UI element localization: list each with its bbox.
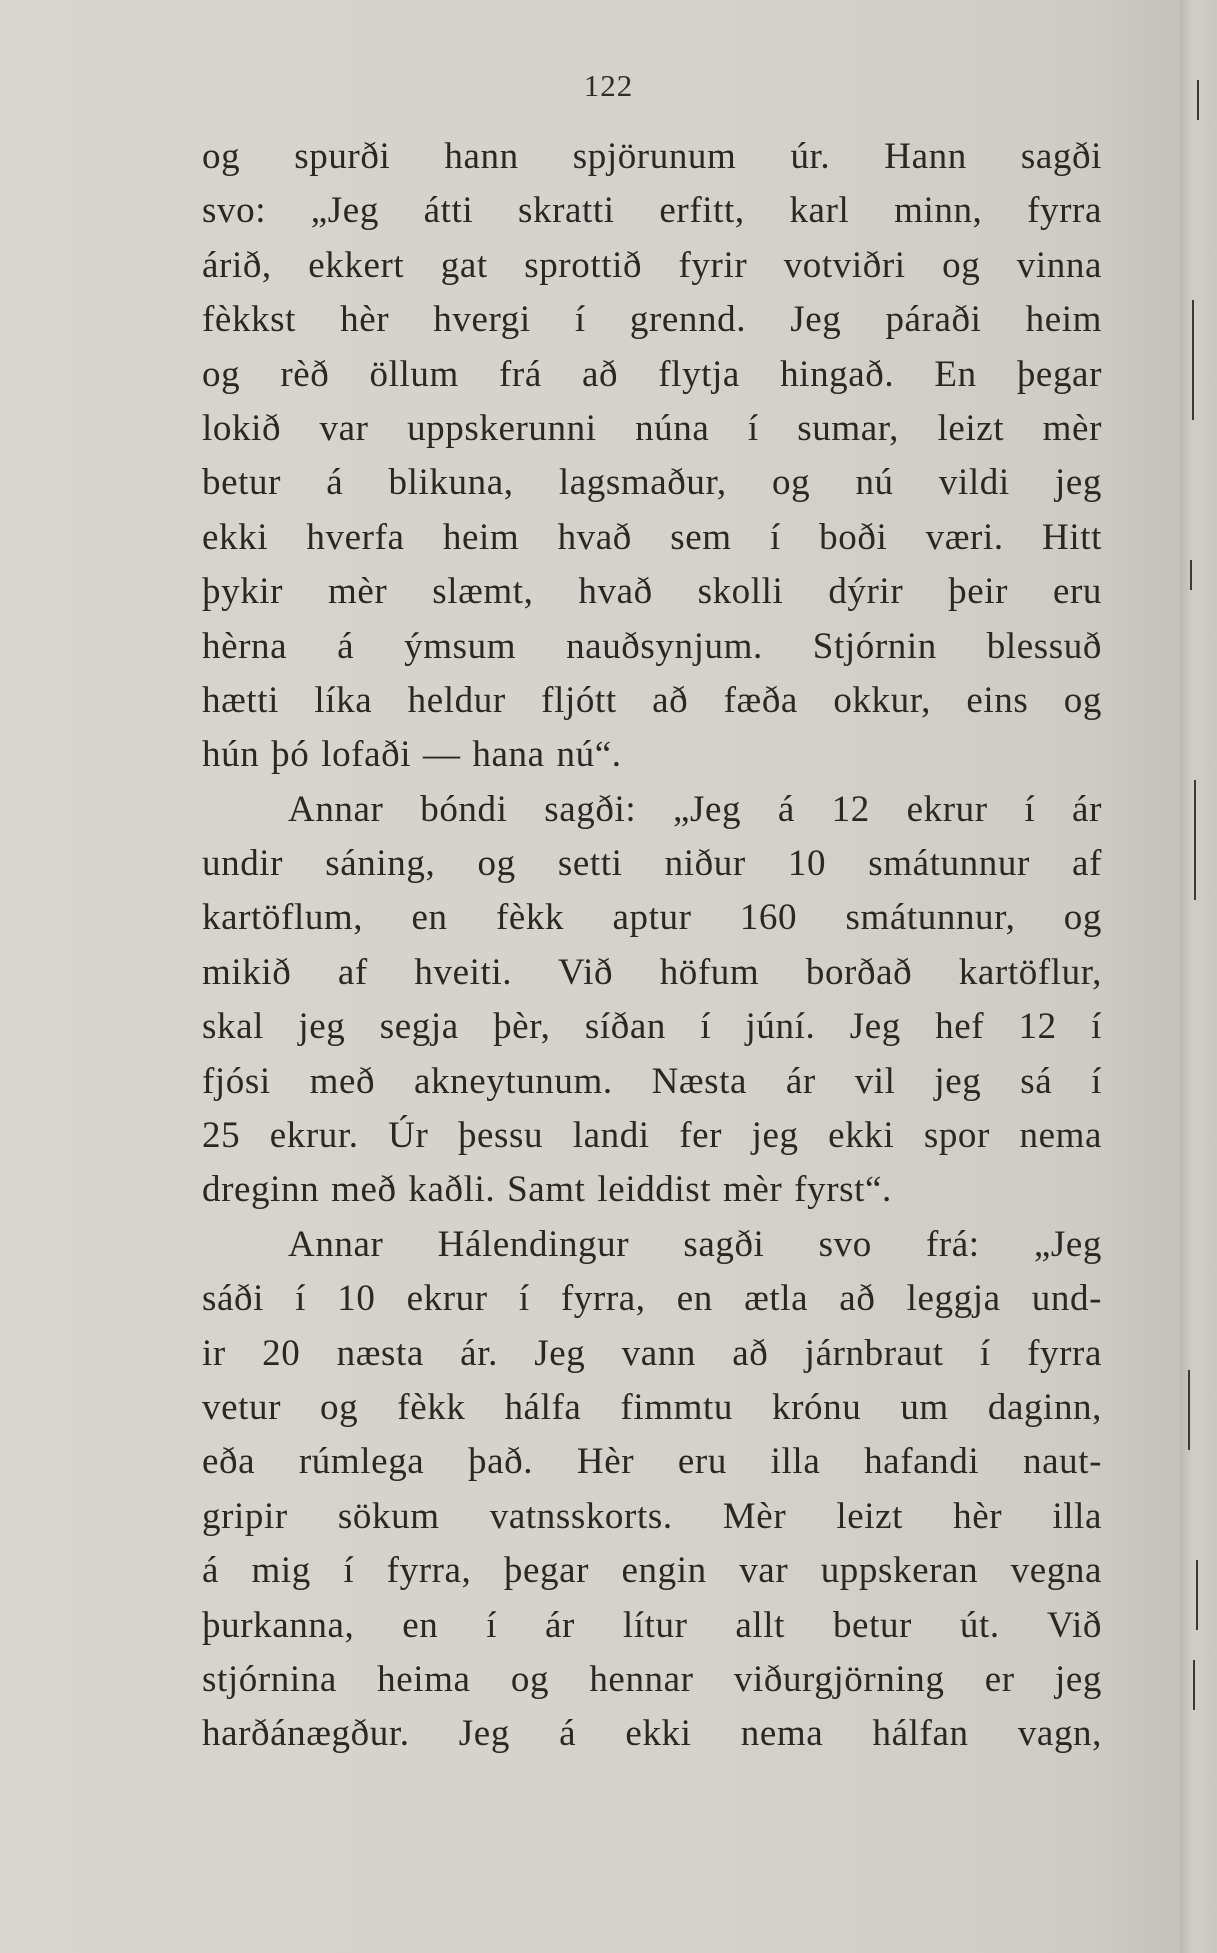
text-line: vetur og fèkk hálfa fimmtu krónu um daginn, xyxy=(202,1386,1102,1428)
text-line: svo: „Jeg átti skratti erfitt, karl minn, fyrra xyxy=(202,190,1102,232)
text-line: dreginn með kaðli. Samt leiddist mèr fyrst“. xyxy=(202,1169,892,1211)
body-text xyxy=(202,130,1102,1762)
page-edge xyxy=(1180,0,1217,1953)
text-line: á mig í fyrra, þegar engin var uppskeran vegna xyxy=(202,1550,1102,1592)
text-line: árið, ekkert gat sprottið fyrir votviðri og vinna xyxy=(202,244,1102,286)
edge-mark xyxy=(1196,1560,1198,1630)
text-line: og rèð öllum frá að flytja hingað. En þegar xyxy=(202,353,1102,395)
edge-mark xyxy=(1188,1370,1190,1450)
text-line: undir sáning, og setti niður 10 smátunnur af xyxy=(202,843,1102,885)
text-line: fèkkst hèr hvergi í grennd. Jeg páraði heim xyxy=(202,299,1102,341)
text-line: kartöflum, en fèkk aptur 160 smátunnur, og xyxy=(202,897,1102,939)
text-line: mikið af hveiti. Við höfum borðað kartöflur, xyxy=(202,951,1102,993)
text-line: hætti líka heldur fljótt að fæða okkur, eins og xyxy=(202,679,1102,721)
text-line: Annar Hálendingur sagði svo frá: „Jeg xyxy=(288,1223,1102,1265)
text-line: þurkanna, en í ár lítur allt betur út. Við xyxy=(202,1604,1102,1646)
text-line: sáði í 10 ekrur í fyrra, en ætla að leggja und- xyxy=(202,1278,1102,1320)
text-line: hún þó lofaði — hana nú“. xyxy=(202,734,622,776)
text-line: gripir sökum vatnsskorts. Mèr leizt hèr illa xyxy=(202,1495,1102,1537)
text-line: þykir mèr slæmt, hvað skolli dýrir þeir eru xyxy=(202,571,1102,613)
text-line: harðánægður. Jeg á ekki nema hálfan vagn, xyxy=(202,1713,1102,1755)
text-line: ekki hverfa heim hvað sem í boði væri. Hitt xyxy=(202,516,1102,558)
text-line: og spurði hann spjörunum úr. Hann sagði xyxy=(202,136,1102,177)
text-line: lokið var uppskerunni núna í sumar, leizt mèr xyxy=(202,407,1102,449)
text-line: ir 20 næsta ár. Jeg vann að járnbraut í fyrra xyxy=(202,1332,1102,1374)
text-line: 25 ekrur. Úr þessu landi fer jeg ekki spor nema xyxy=(202,1115,1102,1157)
text-line: fjósi með akneytunum. Næsta ár vil jeg sá í xyxy=(202,1060,1102,1102)
edge-mark xyxy=(1194,780,1196,900)
edge-mark xyxy=(1190,560,1192,590)
edge-mark xyxy=(1193,1660,1195,1710)
text-line: betur á blikuna, lagsmaður, og nú vildi jeg xyxy=(202,462,1102,504)
text-line: hèrna á ýmsum nauðsynjum. Stjórnin blessuð xyxy=(202,625,1102,667)
text-line: eða rúmlega það. Hèr eru illa hafandi naut- xyxy=(202,1441,1102,1483)
text-line: Annar bóndi sagði: „Jeg á 12 ekrur í ár xyxy=(288,788,1102,830)
page-number: 122 xyxy=(583,68,634,103)
edge-mark xyxy=(1192,300,1194,420)
text-line: stjórnina heima og hennar viðurgjörning er jeg xyxy=(202,1658,1102,1700)
text-line: skal jeg segja þèr, síðan í júní. Jeg hef 12 í xyxy=(202,1006,1102,1048)
